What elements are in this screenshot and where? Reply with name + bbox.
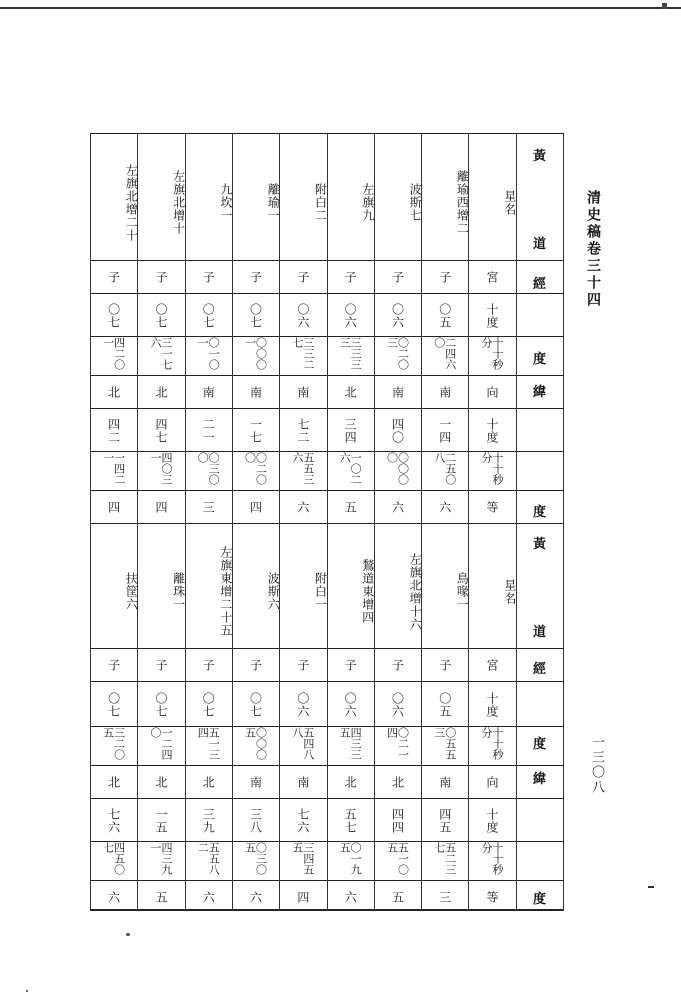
star-du: 〇六 — [295, 302, 310, 329]
star-dir: 南 — [390, 386, 405, 399]
star-du: 〇六 — [390, 691, 405, 718]
star-fm: 〇二〇三 — [385, 337, 410, 370]
star-fm: 四二〇一 — [101, 337, 126, 370]
star-fm: 一二四〇 — [148, 727, 173, 760]
star-lfm: 五二三七 — [432, 842, 457, 875]
star-dir: 北 — [201, 776, 216, 789]
star-ldu: 四四 — [390, 807, 405, 834]
header-label: 度 — [532, 352, 546, 367]
star-fm: 〇二一四 — [385, 727, 410, 760]
star-fm: 〇一〇一 — [196, 337, 221, 370]
star-fm: 〇〇〇五 — [243, 727, 268, 760]
header-ldu: 十度 — [485, 417, 500, 444]
star-ldu: 四五 — [437, 807, 452, 834]
star-gong: 子 — [343, 271, 358, 284]
star-name: 左旗北增十六 — [408, 552, 423, 631]
star-dir: 北 — [390, 776, 405, 789]
star-name: 左旗九 — [360, 183, 375, 222]
header-label: 緯 — [532, 772, 546, 787]
star-ldu: 三九 — [201, 807, 216, 834]
star-fm: 五一三四 — [196, 727, 221, 760]
star-name: 左旗北增二十 — [124, 163, 139, 242]
header-label: 緯 — [532, 385, 546, 400]
header-gong: 宮 — [485, 659, 500, 672]
star-dir: 北 — [343, 776, 358, 789]
column-divider — [516, 133, 517, 911]
header-fm: 十十秒分 — [480, 337, 505, 370]
star-gong: 子 — [437, 271, 452, 284]
star-mag: 三 — [437, 891, 452, 904]
star-fm: 〇五五三 — [432, 727, 457, 760]
star-ldu: 一五 — [153, 807, 168, 834]
star-lfm: 五五三六 — [290, 452, 315, 485]
star-name: 離珠一 — [171, 572, 186, 611]
star-dir: 南 — [437, 386, 452, 399]
star-mag: 六 — [437, 501, 452, 514]
star-mag: 六 — [390, 501, 405, 514]
page-number: 一三〇八 — [589, 735, 604, 795]
header-label: 度 — [532, 737, 546, 752]
star-dir: 南 — [248, 776, 263, 789]
star-gong: 子 — [390, 271, 405, 284]
star-name: 波斯七 — [408, 183, 423, 222]
star-gong: 子 — [248, 271, 263, 284]
star-dir: 北 — [153, 386, 168, 399]
star-dir: 南 — [295, 776, 310, 789]
star-mag: 四 — [106, 501, 121, 514]
star-mag: 六 — [106, 891, 121, 904]
bottom-rule — [90, 909, 563, 911]
star-mag: 四 — [153, 501, 168, 514]
star-name: 波斯六 — [266, 572, 281, 611]
ink-speck — [26, 990, 28, 992]
star-lfm: 三四五五 — [290, 842, 315, 875]
header-mag: 等 — [485, 501, 500, 514]
star-du: 〇七 — [106, 302, 121, 329]
column-divider — [468, 133, 469, 911]
star-catalog-table — [90, 133, 563, 911]
star-name: 離瑜西增二 — [455, 170, 470, 235]
star-du: 〇六 — [343, 302, 358, 329]
star-lfm: 〇二〇〇 — [243, 452, 268, 485]
star-dir: 北 — [153, 776, 168, 789]
star-mag: 五 — [153, 891, 168, 904]
star-ldu: 二一 — [201, 417, 216, 444]
star-gong: 子 — [106, 271, 121, 284]
star-du: 〇七 — [201, 691, 216, 718]
header-du: 十度 — [485, 691, 500, 718]
star-du: 〇七 — [248, 302, 263, 329]
star-fm: 四三三五 — [338, 727, 363, 760]
star-lfm: 〇〇〇〇 — [385, 452, 410, 485]
star-name: 附白二 — [313, 183, 328, 222]
header-gong: 宮 — [485, 271, 500, 284]
header-label: 道 — [532, 237, 546, 252]
star-fm: 五四八八 — [290, 727, 315, 760]
star-du: 〇七 — [248, 691, 263, 718]
header-lfm: 十十秒分 — [480, 842, 505, 875]
star-mag: 六 — [295, 501, 310, 514]
star-gong: 子 — [295, 659, 310, 672]
star-dir: 南 — [248, 386, 263, 399]
star-ldu: 四七 — [153, 417, 168, 444]
column-divider — [374, 133, 375, 911]
corner-mark — [662, 3, 667, 9]
star-mag: 六 — [201, 891, 216, 904]
star-gong: 子 — [343, 659, 358, 672]
star-ldu: 七六 — [295, 807, 310, 834]
star-lfm: 一〇二六 — [338, 452, 363, 485]
column-divider — [90, 133, 91, 911]
star-fm: 三一七六 — [148, 337, 173, 370]
star-mag: 五 — [343, 501, 358, 514]
star-du: 〇六 — [343, 691, 358, 718]
star-lfm: 〇三〇〇 — [196, 452, 221, 485]
column-divider — [232, 133, 233, 911]
star-mag: 三 — [201, 501, 216, 514]
star-fm: 三三三三 — [338, 337, 363, 370]
star-lfm: 一四二一 — [101, 452, 126, 485]
star-name: 九坎一 — [218, 183, 233, 222]
star-name: 鳥喙一 — [455, 572, 470, 611]
star-du: 〇七 — [153, 302, 168, 329]
top-rule — [0, 7, 681, 9]
star-mag: 六 — [343, 891, 358, 904]
header-mag: 等 — [485, 891, 500, 904]
star-gong: 子 — [106, 659, 121, 672]
header-label: 度 — [532, 505, 546, 520]
header-label: 經 — [532, 662, 546, 677]
star-du: 〇六 — [295, 691, 310, 718]
column-divider — [185, 133, 186, 911]
header-lfm: 十十秒分 — [480, 452, 505, 485]
star-lfm: 四三九一 — [148, 842, 173, 875]
star-fm: 三三二七 — [290, 337, 315, 370]
column-divider — [279, 133, 280, 911]
star-dir: 北 — [343, 386, 358, 399]
star-name: 離瑜一 — [266, 183, 281, 222]
star-dir: 北 — [106, 776, 121, 789]
star-ldu: 三八 — [248, 807, 263, 834]
star-du: 〇五 — [437, 691, 452, 718]
star-name: 附白一 — [313, 572, 328, 611]
column-divider — [421, 133, 422, 911]
star-lfm: 五一〇五 — [385, 842, 410, 875]
star-ldu: 三四 — [343, 417, 358, 444]
column-divider — [137, 133, 138, 911]
star-gong: 子 — [153, 271, 168, 284]
star-dir: 南 — [201, 386, 216, 399]
star-gong: 子 — [201, 271, 216, 284]
star-dir: 南 — [295, 386, 310, 399]
star-du: 〇七 — [201, 302, 216, 329]
margin-mark — [648, 886, 654, 888]
star-gong: 子 — [153, 659, 168, 672]
header-star-name: 星名 — [502, 189, 517, 216]
star-fm: 〇〇〇一 — [243, 337, 268, 370]
header-du: 十度 — [485, 302, 500, 329]
star-lfm: 〇一九五 — [338, 842, 363, 875]
star-mag: 四 — [248, 501, 263, 514]
header-fm: 十十秒分 — [480, 727, 505, 760]
star-lfm: 五五八二 — [196, 842, 221, 875]
star-gong: 子 — [295, 271, 310, 284]
star-lfm: 四五〇七 — [101, 842, 126, 875]
star-name: 左旗北增十 — [171, 170, 186, 235]
star-name: 扶筐六 — [124, 572, 139, 611]
star-ldu: 四〇 — [390, 417, 405, 444]
star-ldu: 七二 — [295, 417, 310, 444]
header-dir: 向 — [485, 776, 500, 789]
star-du: 〇七 — [106, 691, 121, 718]
header-ldu: 十度 — [485, 807, 500, 834]
star-du: 〇六 — [390, 302, 405, 329]
ink-speck — [126, 933, 130, 936]
header-label: 道 — [532, 625, 546, 640]
star-dir: 南 — [437, 776, 452, 789]
star-lfm: 二五〇八 — [432, 452, 457, 485]
star-gong: 子 — [437, 659, 452, 672]
star-gong: 子 — [390, 659, 405, 672]
star-gong: 子 — [201, 659, 216, 672]
star-du: 〇七 — [153, 691, 168, 718]
star-fm: 二四六〇 — [432, 337, 457, 370]
star-ldu: 七六 — [106, 807, 121, 834]
star-dir: 北 — [106, 386, 121, 399]
column-divider — [327, 133, 328, 911]
header-label: 度 — [532, 892, 546, 907]
star-du: 〇五 — [437, 302, 452, 329]
star-fm: 三二〇五 — [101, 727, 126, 760]
star-mag: 六 — [248, 891, 263, 904]
side-title: 清史稿卷三十四 — [585, 190, 601, 309]
header-label: 經 — [532, 277, 546, 292]
star-ldu: 四二 — [106, 417, 121, 444]
star-ldu: 五七 — [343, 807, 358, 834]
star-ldu: 一四 — [437, 417, 452, 444]
star-ldu: 一七 — [248, 417, 263, 444]
header-dir: 向 — [485, 386, 500, 399]
star-mag: 四 — [295, 891, 310, 904]
header-label: 黃 — [532, 537, 546, 552]
star-gong: 子 — [248, 659, 263, 672]
header-label: 黃 — [532, 149, 546, 164]
star-mag: 五 — [390, 891, 405, 904]
column-divider — [563, 133, 564, 911]
header-star-name: 星名 — [502, 578, 517, 605]
star-name: 鶖道東增四 — [360, 559, 375, 624]
star-lfm: 四〇三一 — [148, 452, 173, 485]
star-lfm: 〇三〇五 — [243, 842, 268, 875]
star-name: 左旗東增二十五 — [218, 546, 233, 637]
